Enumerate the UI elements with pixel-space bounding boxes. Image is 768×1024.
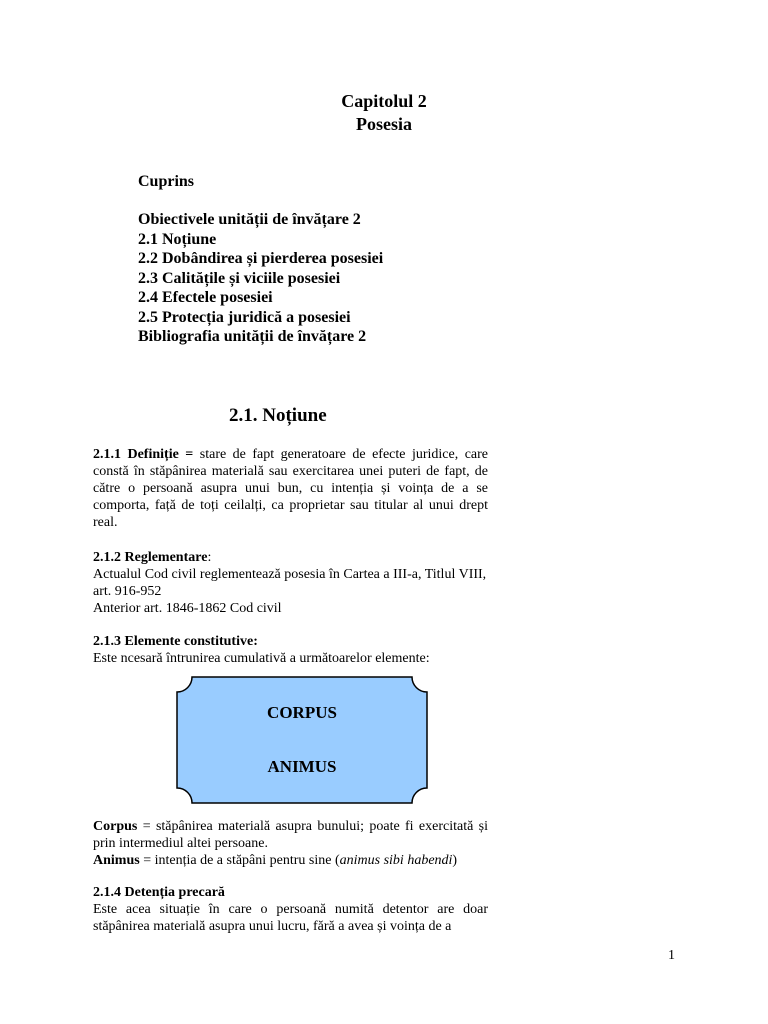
elements-diagram — [176, 676, 428, 804]
diagram-corpus-label: CORPUS — [267, 703, 337, 722]
animus-text: = intenția de a stăpâni pentru sine ( — [139, 853, 340, 868]
section-heading: 2.1. Noțiune — [229, 405, 327, 426]
contents-item: 2.4 Efectele posesiei — [138, 289, 273, 306]
contents-item: 2.1 Noțiune — [138, 230, 217, 248]
detentia-block — [93, 884, 488, 935]
contents-item: Bibliografia unității de învățare 2 — [138, 328, 367, 345]
contents-item: Obiectivele unității de învățare 2 — [138, 211, 361, 228]
elemente-text: Este ncesară întrunirea cumulativă a următoarelor elemente: — [93, 651, 430, 666]
definition-text: stare de fapt generatoare de efecte juridice, care constă în stăpânirea materială sau exercitarea unei puteri de fapt, de către o persoană asupra unui bun, cu intenția și voința de a se comporta, față de toți ceilalți, ca proprietar sau titular al unui drept real. — [93, 447, 489, 530]
corpus-definition — [93, 818, 488, 852]
reglementare-line2: Anterior art. 1846-1862 Cod civil — [93, 601, 282, 616]
reglementare-block — [93, 549, 488, 617]
elemente-label: 2.1.3 Elemente constitutive: — [93, 634, 258, 649]
page-number: 1 — [668, 948, 675, 963]
contents-heading: Cuprins — [138, 173, 195, 190]
plaque-shape — [176, 676, 428, 804]
definition-eq: = — [178, 447, 200, 462]
animus-term: Animus — [93, 853, 140, 868]
detentia-label: 2.1.4 Detenția precară — [93, 885, 225, 900]
contents-item: 2.5 Protecția juridică a posesiei — [138, 308, 351, 326]
definition-label: 2.1.1 Definiție — [93, 447, 179, 462]
contents-item: 2.3 Calitățile și viciile posesiei — [138, 269, 341, 287]
chapter-subtitle: Posesia — [356, 114, 412, 134]
diagram-animus-label: ANIMUS — [267, 757, 337, 776]
chapter-title: Capitolul 2 — [341, 91, 427, 111]
contents-list — [138, 210, 383, 347]
animus-latin: animus sibi habendi — [339, 853, 453, 868]
reglementare-line1: Actualul Cod civil reglementează posesia în Cartea a III-a, Titlul VIII, art. 916-952 — [93, 567, 487, 599]
animus-close: ) — [452, 853, 458, 868]
contents-item: 2.2 Dobândirea și pierderea posesiei — [138, 250, 384, 267]
definition-paragraph — [93, 446, 488, 531]
corpus-text: = stăpânirea materială asupra bunului; poate fi exercitată și prin intermediul altei persoane. — [93, 819, 488, 851]
reglementare-colon: : — [207, 550, 212, 565]
detentia-text: Este acea situație în care o persoană numită detentor are doar stăpânirea materială asupra unui lucru, fără a avea și voința de a — [93, 902, 488, 934]
animus-definition — [93, 852, 488, 869]
elemente-block — [93, 633, 488, 667]
corpus-term: Corpus — [93, 819, 138, 834]
reglementare-label: 2.1.2 Reglementare — [93, 550, 208, 565]
